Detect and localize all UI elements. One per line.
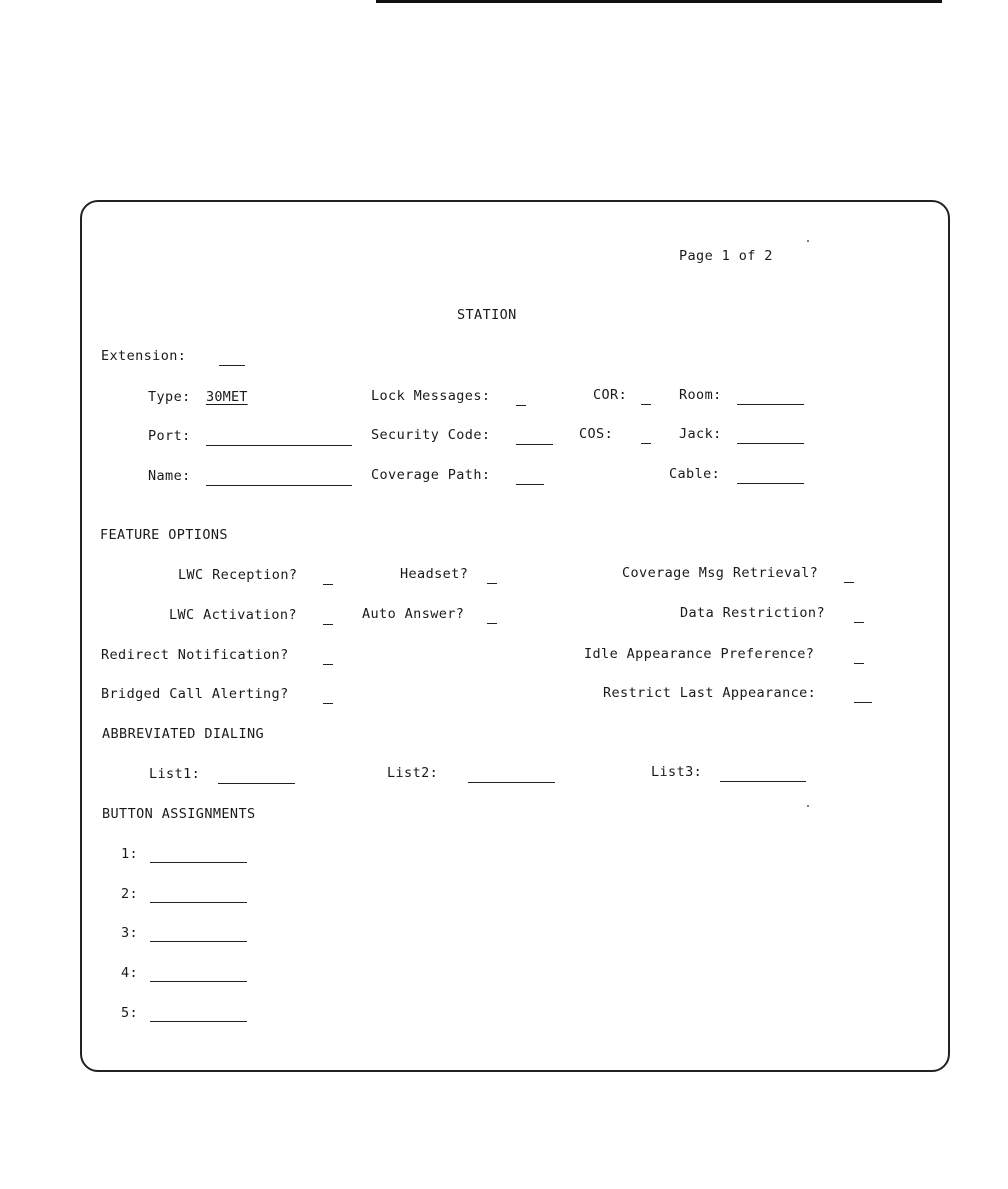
list3-field[interactable] [720,780,806,782]
data-restriction-field[interactable] [854,621,864,623]
page-indicator: Page 1 of 2 [679,248,773,264]
cable-label: Cable: [669,466,721,482]
port-field[interactable] [206,444,352,446]
form-title: STATION [457,307,517,323]
button-assignment-5-field[interactable] [150,1020,247,1022]
redirect-notification-field[interactable] [323,663,333,665]
security-code-field[interactable] [516,443,553,445]
coverage-msg-retrieval-label: Coverage Msg Retrieval? [622,565,819,581]
list2-label: List2: [387,765,439,781]
lock-messages-label: Lock Messages: [371,388,491,404]
bridged-call-alerting-field[interactable] [323,702,333,704]
extension-field[interactable] [219,364,245,366]
room-field[interactable] [737,403,804,405]
type-label: Type: [148,389,191,405]
list1-label: List1: [149,766,201,782]
button-assignment-5-label: 5: [121,1005,139,1021]
cable-field[interactable] [737,482,804,484]
button-assignment-1-field[interactable] [150,861,247,863]
button-assignments-heading: BUTTON ASSIGNMENTS [102,806,256,822]
name-label: Name: [148,468,191,484]
type-field[interactable]: 30MET [206,389,248,405]
button-assignment-2-label: 2: [121,886,139,902]
coverage-path-label: Coverage Path: [371,467,491,483]
redirect-notification-label: Redirect Notification? [101,647,289,663]
speck [807,805,809,807]
lwc-reception-label: LWC Reception? [178,567,298,583]
idle-appearance-preference-label: Idle Appearance Preference? [584,646,815,662]
list1-field[interactable] [218,782,295,784]
button-assignment-1-label: 1: [121,846,139,862]
jack-label: Jack: [679,426,722,442]
name-field[interactable] [206,484,352,486]
coverage-msg-retrieval-field[interactable] [844,581,854,583]
lwc-reception-field[interactable] [323,583,333,585]
cor-label: COR: [593,387,628,403]
button-assignment-2-field[interactable] [150,901,247,903]
restrict-last-appearance-label: Restrict Last Appearance: [603,685,817,701]
restrict-last-appearance-field[interactable] [854,701,872,703]
button-assignment-4-field[interactable] [150,980,247,982]
headset-field[interactable] [487,582,497,584]
auto-answer-field[interactable] [487,622,497,624]
headset-label: Headset? [400,566,469,582]
bridged-call-alerting-label: Bridged Call Alerting? [101,686,289,702]
list3-label: List3: [651,764,703,780]
button-assignment-3-label: 3: [121,925,139,941]
cos-field[interactable] [641,442,651,444]
room-label: Room: [679,387,722,403]
list2-field[interactable] [468,781,555,783]
feature-options-heading: FEATURE OPTIONS [100,527,228,543]
button-assignment-3-field[interactable] [150,940,247,942]
top-rule [376,0,942,3]
station-form-screen [80,200,950,1072]
auto-answer-label: Auto Answer? [362,606,465,622]
cos-label: COS: [579,426,614,442]
coverage-path-field[interactable] [516,483,544,485]
cor-field[interactable] [641,403,651,405]
data-restriction-label: Data Restriction? [680,605,825,621]
security-code-label: Security Code: [371,427,491,443]
abbreviated-dialing-heading: ABBREVIATED DIALING [102,726,265,742]
port-label: Port: [148,428,191,444]
speck [807,240,809,242]
lwc-activation-label: LWC Activation? [169,607,297,623]
idle-appearance-preference-field[interactable] [854,662,864,664]
lock-messages-field[interactable] [516,404,526,406]
jack-field[interactable] [737,442,804,444]
extension-label: Extension: [101,348,187,364]
lwc-activation-field[interactable] [323,623,333,625]
button-assignment-4-label: 4: [121,965,139,981]
